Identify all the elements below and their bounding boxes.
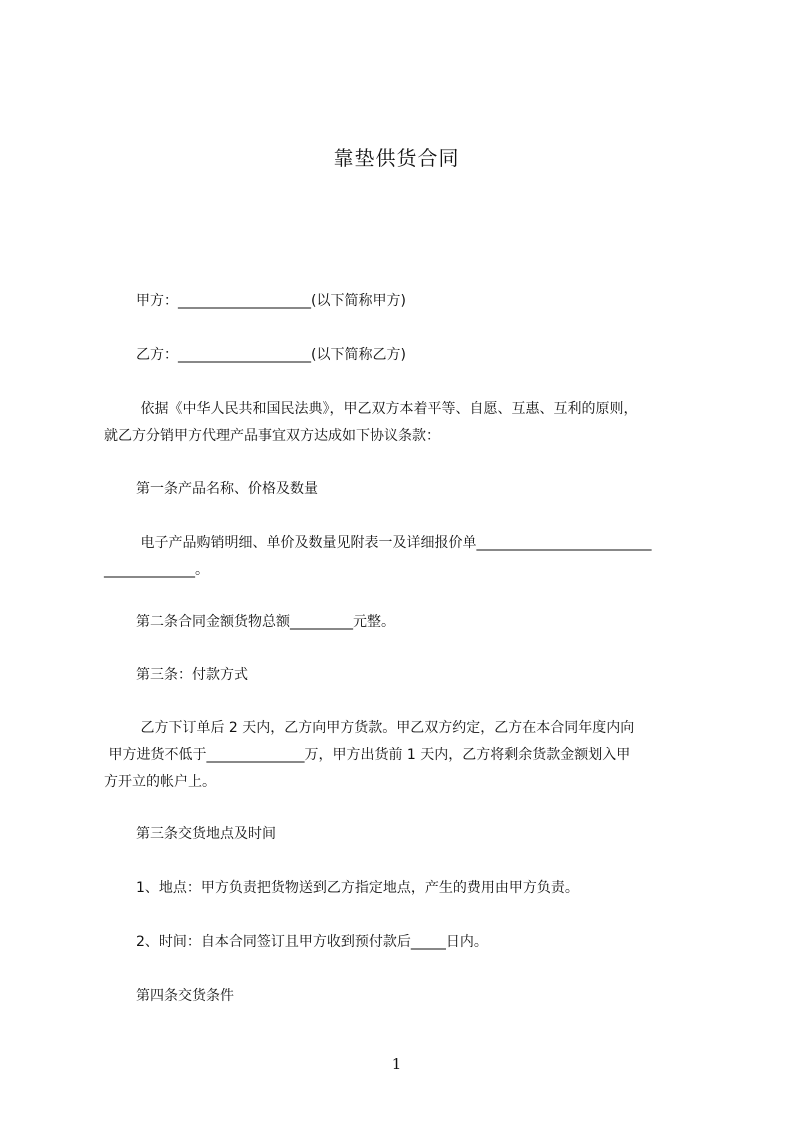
- preamble-line-1: 依据《中华人民共和国民法典》，甲乙双方本着平等、自愿、互惠、互利的原则，: [136, 401, 638, 417]
- delivery-location-line: 1、地点：甲方负责把货物送到乙方指定地点，产生的费用由甲方负责。: [136, 880, 579, 896]
- party-b-line: 乙方：___________________(以下简称乙方): [136, 347, 406, 363]
- article-1-body-line-1: 电子产品购销明细、单价及数量见附表一及详细报价单_________________________: [136, 535, 652, 551]
- delivery-time-line: 2、时间：自本合同签订且甲方收到预付款后_____日内。: [136, 934, 488, 950]
- article-3-heading: 第三条：付款方式: [136, 667, 248, 683]
- article-2-line: 第二条合同金额货物总额_________元整。: [136, 614, 395, 630]
- article-3-body-line-2: 甲方进货不低于______________万，甲方出货前 1 天内，乙方将剩余货款金额划入甲: [104, 747, 631, 763]
- party-a-line: 甲方：___________________(以下简称甲方): [136, 293, 406, 309]
- delivery-heading: 第三条交货地点及时间: [136, 826, 276, 842]
- page-number: 1: [391, 1055, 402, 1073]
- article-1-heading: 第一条产品名称、价格及数量: [136, 481, 318, 497]
- article-3-body-line-3: 方开立的帐户上。: [104, 774, 216, 790]
- article-4-heading: 第四条交货条件: [136, 988, 234, 1004]
- document-title: 靠垫供货合同: [333, 146, 460, 170]
- preamble-line-2: 就乙方分销甲方代理产品事宜双方达成如下协议条款：: [104, 428, 440, 444]
- article-1-body-line-2: _____________。: [104, 562, 209, 578]
- article-3-body-line-1: 乙方下订单后 2 天内，乙方向甲方货款。甲乙双方约定，乙方在本合同年度内向: [136, 720, 635, 736]
